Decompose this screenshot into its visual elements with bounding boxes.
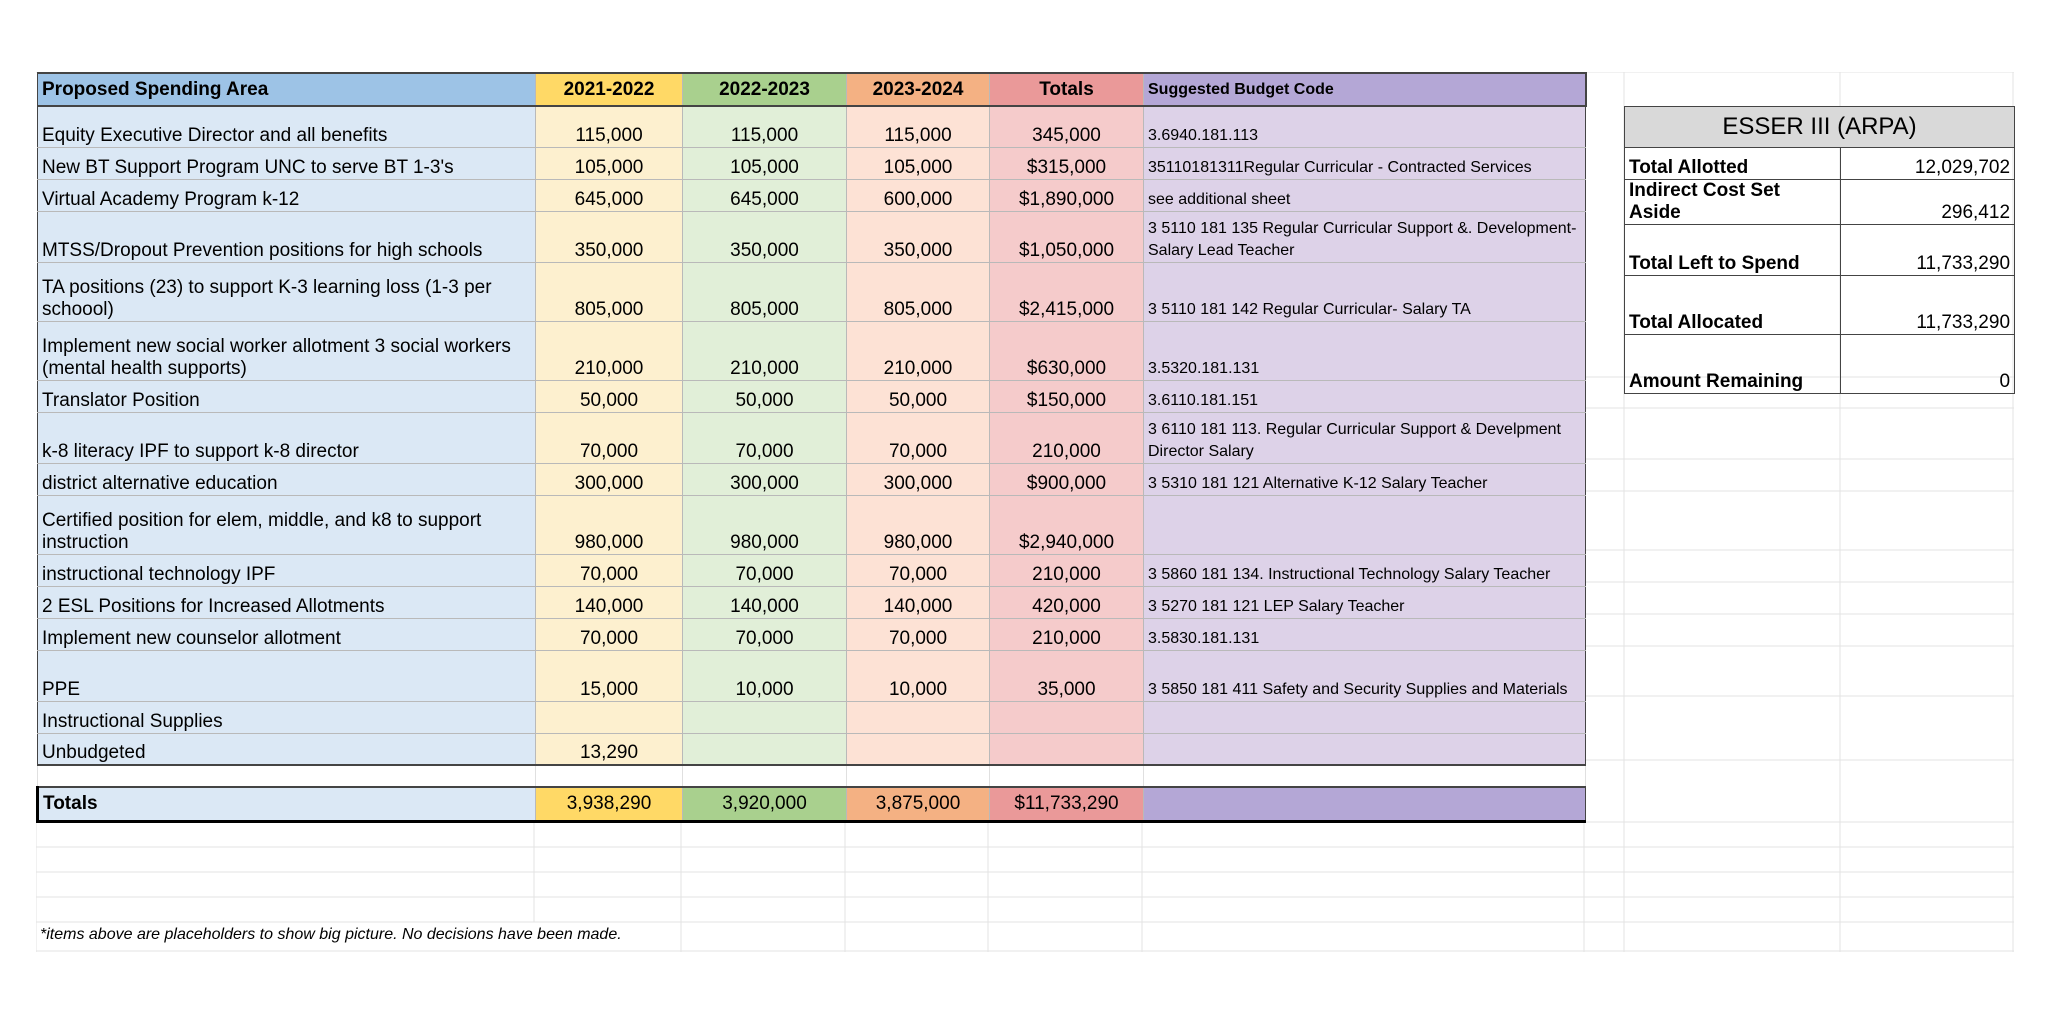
row-2022-2023: 210,000 (683, 321, 847, 380)
header-row (38, 73, 1586, 106)
totals-2023-2024: 3,875,000 (847, 787, 990, 821)
spacer-row (38, 765, 1586, 787)
row-2021-2022: 70,000 (536, 412, 683, 463)
header-2022-2023: 2022-2023 (683, 73, 847, 106)
row-2022-2023: 50,000 (683, 380, 847, 412)
row-2021-2022: 210,000 (536, 321, 683, 380)
row-budget-code: 3 5850 181 411 Safety and Security Supplies and Materials (1144, 650, 1586, 701)
row-2021-2022: 70,000 (536, 618, 683, 650)
row-budget-code: 3.6110.181.151 (1144, 380, 1586, 412)
footnote: *items above are placeholders to show big picture. No decisions have been made. (40, 926, 622, 943)
row-area: New BT Support Program UNC to serve BT 1-3's (38, 147, 536, 179)
row-2023-2024: 50,000 (847, 380, 990, 412)
spending-table (36, 72, 1587, 823)
row-2021-2022: 15,000 (536, 650, 683, 701)
row-total: 420,000 (990, 586, 1144, 618)
row-budget-code: 35110181311Regular Curricular - Contracted Services (1144, 147, 1586, 179)
row-budget-code: 3 5310 181 121 Alternative K-12 Salary Teacher (1144, 463, 1586, 495)
row-2023-2024: 10,000 (847, 650, 990, 701)
table-row (38, 733, 1586, 765)
table-row (38, 106, 1586, 147)
header-budget-code: Suggested Budget Code (1144, 73, 1586, 106)
row-total: 345,000 (990, 106, 1144, 147)
row-2021-2022: 350,000 (536, 211, 683, 262)
row-total: $2,940,000 (990, 495, 1144, 554)
row-2023-2024: 70,000 (847, 412, 990, 463)
row-budget-code: 3 5860 181 134. Instructional Technology Salary Teacher (1144, 554, 1586, 586)
row-2022-2023: 805,000 (683, 262, 847, 321)
row-2022-2023 (683, 733, 847, 765)
table-row (38, 554, 1586, 586)
header-area: Proposed Spending Area (38, 73, 536, 106)
row-2023-2024: 980,000 (847, 495, 990, 554)
row-area: Implement new social worker allotment 3 social workers (mental health supports) (38, 321, 536, 380)
row-2023-2024: 115,000 (847, 106, 990, 147)
esser-item (1625, 276, 2015, 335)
row-area: Unbudgeted (38, 733, 536, 765)
row-budget-code: 3.6940.181.113 (1144, 106, 1586, 147)
header-2023-2024: 2023-2024 (847, 73, 990, 106)
row-2022-2023: 70,000 (683, 412, 847, 463)
row-2023-2024: 210,000 (847, 321, 990, 380)
row-2022-2023: 300,000 (683, 463, 847, 495)
row-total: 210,000 (990, 554, 1144, 586)
table-row (38, 380, 1586, 412)
row-area: Instructional Supplies (38, 701, 536, 733)
row-2022-2023 (683, 701, 847, 733)
row-2023-2024: 70,000 (847, 554, 990, 586)
totals-row (38, 787, 1586, 821)
row-area: instructional technology IPF (38, 554, 536, 586)
row-area: k-8 literacy IPF to support k-8 director (38, 412, 536, 463)
row-2022-2023: 115,000 (683, 106, 847, 147)
row-total (990, 733, 1144, 765)
row-2021-2022: 50,000 (536, 380, 683, 412)
row-budget-code: see additional sheet (1144, 179, 1586, 211)
esser-value: 296,412 (1841, 180, 2015, 225)
row-2021-2022: 105,000 (536, 147, 683, 179)
totals-budget-code (1144, 787, 1586, 821)
table-row (38, 179, 1586, 211)
row-2022-2023: 645,000 (683, 179, 847, 211)
row-area: Virtual Academy Program k-12 (38, 179, 536, 211)
table-row (38, 495, 1586, 554)
header-2021-2022: 2021-2022 (536, 73, 683, 106)
row-2022-2023: 10,000 (683, 650, 847, 701)
row-2022-2023: 70,000 (683, 554, 847, 586)
row-2023-2024: 140,000 (847, 586, 990, 618)
table-row (38, 321, 1586, 380)
row-total: $900,000 (990, 463, 1144, 495)
esser-value: 11,733,290 (1841, 276, 2015, 335)
row-total: $2,415,000 (990, 262, 1144, 321)
row-2021-2022 (536, 701, 683, 733)
row-2021-2022: 115,000 (536, 106, 683, 147)
table-row (38, 262, 1586, 321)
row-total (990, 701, 1144, 733)
row-2022-2023: 70,000 (683, 618, 847, 650)
row-2023-2024: 350,000 (847, 211, 990, 262)
row-2021-2022: 300,000 (536, 463, 683, 495)
row-area: Equity Executive Director and all benefits (38, 106, 536, 147)
row-2021-2022: 980,000 (536, 495, 683, 554)
esser-label: Total Allocated (1625, 276, 1841, 335)
row-total: 210,000 (990, 412, 1144, 463)
esser-value: 12,029,702 (1841, 148, 2015, 180)
esser-item (1625, 225, 2015, 276)
esser-item (1625, 180, 2015, 225)
row-2021-2022: 140,000 (536, 586, 683, 618)
row-area: district alternative education (38, 463, 536, 495)
row-budget-code: 3 5110 181 135 Regular Curricular Support &. Development- Salary Lead Teacher (1144, 211, 1586, 262)
totals-2022-2023: 3,920,000 (683, 787, 847, 821)
row-total: $315,000 (990, 147, 1144, 179)
esser-label: Total Allotted (1625, 148, 1841, 180)
row-2023-2024 (847, 701, 990, 733)
row-2021-2022: 805,000 (536, 262, 683, 321)
esser-value: 11,733,290 (1841, 225, 2015, 276)
table-row (38, 211, 1586, 262)
row-2022-2023: 980,000 (683, 495, 847, 554)
row-total: $1,050,000 (990, 211, 1144, 262)
header-totals: Totals (990, 73, 1144, 106)
totals-grand-total: $11,733,290 (990, 787, 1144, 821)
esser-label: Indirect Cost Set Aside (1625, 180, 1841, 225)
table-row (38, 618, 1586, 650)
row-2021-2022: 13,290 (536, 733, 683, 765)
row-2023-2024: 70,000 (847, 618, 990, 650)
row-total: $150,000 (990, 380, 1144, 412)
row-2022-2023: 140,000 (683, 586, 847, 618)
table-row (38, 463, 1586, 495)
row-2023-2024: 105,000 (847, 147, 990, 179)
row-2023-2024 (847, 733, 990, 765)
table-row (38, 701, 1586, 733)
esser-title: ESSER III (ARPA) (1625, 107, 2015, 148)
row-2022-2023: 350,000 (683, 211, 847, 262)
totals-label: Totals (38, 787, 536, 821)
row-total: 210,000 (990, 618, 1144, 650)
row-budget-code: 3.5320.181.131 (1144, 321, 1586, 380)
row-budget-code (1144, 495, 1586, 554)
esser-label: Amount Remaining (1625, 335, 1841, 394)
row-2023-2024: 805,000 (847, 262, 990, 321)
esser-item (1625, 148, 2015, 180)
row-area: Translator Position (38, 380, 536, 412)
row-budget-code (1144, 733, 1586, 765)
row-area: MTSS/Dropout Prevention positions for high schools (38, 211, 536, 262)
row-budget-code: 3 5110 181 142 Regular Curricular- Salary TA (1144, 262, 1586, 321)
row-budget-code: 3 5270 181 121 LEP Salary Teacher (1144, 586, 1586, 618)
row-budget-code: 3 6110 181 113. Regular Curricular Support & Develpment Director Salary (1144, 412, 1586, 463)
row-budget-code (1144, 701, 1586, 733)
row-total: $1,890,000 (990, 179, 1144, 211)
row-budget-code: 3.5830.181.131 (1144, 618, 1586, 650)
row-total: $630,000 (990, 321, 1144, 380)
table-row (38, 147, 1586, 179)
row-2021-2022: 70,000 (536, 554, 683, 586)
row-area: Certified position for elem, middle, and k8 to support instruction (38, 495, 536, 554)
esser-value: 0 (1841, 335, 2015, 394)
row-2023-2024: 300,000 (847, 463, 990, 495)
row-area: Implement new counselor allotment (38, 618, 536, 650)
row-2022-2023: 105,000 (683, 147, 847, 179)
row-total: 35,000 (990, 650, 1144, 701)
row-area: PPE (38, 650, 536, 701)
esser-item (1625, 335, 2015, 394)
row-2021-2022: 645,000 (536, 179, 683, 211)
table-row (38, 650, 1586, 701)
table-row (38, 412, 1586, 463)
row-area: 2 ESL Positions for Increased Allotments (38, 586, 536, 618)
table-row (38, 586, 1586, 618)
totals-2021-2022: 3,938,290 (536, 787, 683, 821)
row-2023-2024: 600,000 (847, 179, 990, 211)
esser-label: Total Left to Spend (1625, 225, 1841, 276)
row-area: TA positions (23) to support K-3 learning loss (1-3 per schoool) (38, 262, 536, 321)
esser-summary-table (1624, 106, 2015, 394)
